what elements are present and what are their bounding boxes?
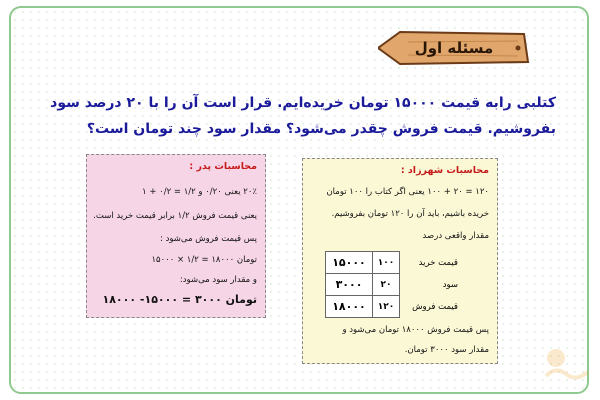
title-sign-label: مسئله اول <box>414 39 494 57</box>
father-line-6: تومان ۳۰۰۰ = ۱۵۰۰۰- ۱۸۰۰۰ <box>102 293 257 306</box>
proportion-table <box>325 251 461 318</box>
shahrzad-footer-2: مقدار سود ۳۰۰۰ تومان. <box>404 345 489 355</box>
table-cell-percent: ۱۰۰ <box>373 252 400 274</box>
shahrzad-calculation-box <box>302 158 498 364</box>
table-row <box>326 274 462 296</box>
father-line-2: یعنی قیمت فروش ۱/۲ برابر قیمت خرید است. <box>93 211 257 221</box>
table-row <box>326 296 462 318</box>
shahrzad-footer-1: پس قیمت فروش ۱۸۰۰۰ تومان می‌شود و <box>342 325 489 335</box>
table-cell-percent: ۲۰ <box>373 274 400 296</box>
table-cell-value: ۱۸۰۰۰ <box>326 296 373 318</box>
father-line-3: پس قیمت فروش می‌شود : <box>160 234 257 244</box>
title-sign <box>378 30 530 66</box>
problem-statement <box>40 90 556 142</box>
table-cell-label: قیمت فروش <box>412 301 458 312</box>
father-line-5: و مقدار سود می‌شود: <box>179 275 257 285</box>
problem-line-1: کتلبی رابه قیمت ۱۵۰۰۰ تومان خریده‌ایم. قرار است آن را با ۲۰ درصد سود <box>50 95 556 111</box>
watermark-logo-icon <box>544 346 590 380</box>
table-cell-label: سود <box>442 279 458 290</box>
table-row <box>326 252 462 274</box>
table-cell-percent: ۱۲۰ <box>373 296 400 318</box>
shahrzad-line-2: خریده باشیم، باید آن را ۱۲۰ تومان بفروشیم. <box>331 209 489 219</box>
table-cell-value: ۱۵۰۰۰ <box>326 252 373 274</box>
table-cell-label: قیمت خرید <box>418 257 458 268</box>
father-line-1: ۲۰٪ یعنی ۰/۲۰ و ۱/۲ = ۰/۲ + ۱ <box>142 187 257 197</box>
father-title: محاسبات پدر : <box>189 161 257 172</box>
table-cell-value: ۳۰۰۰ <box>326 274 373 296</box>
shahrzad-table-header: مقدار واقعی درصد <box>422 231 489 241</box>
father-line-4: تومان ۱۸۰۰۰ = ۱/۲ × ۱۵۰۰۰ <box>151 255 257 265</box>
father-calculation-box <box>86 154 266 318</box>
shahrzad-title: محاسبات شهرزاد : <box>400 165 489 176</box>
shahrzad-line-1: ۱۲۰ = ۲۰ + ۱۰۰ یعنی اگر کتاب را ۱۰۰ تومان <box>326 187 489 197</box>
problem-line-2: بفروشیم. قیمت فروش چقدر می‌شود؟ مقدار سود چند تومان است؟ <box>86 121 556 137</box>
